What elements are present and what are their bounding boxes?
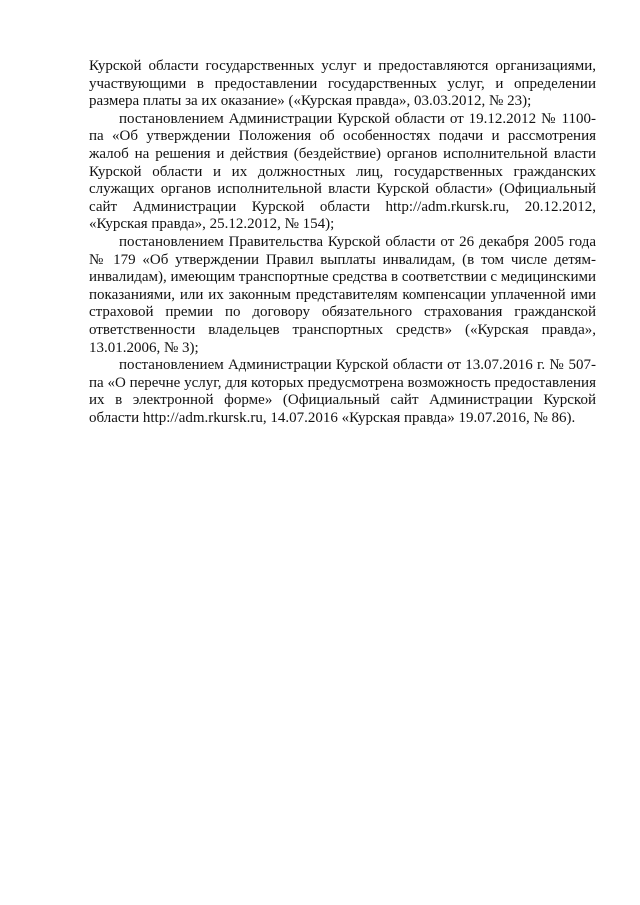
- paragraph-resolution-1100-pa: постановлением Администрации Курской области от 19.12.2012 № 1100-па «Об утверждении Положения об особенностях подачи и рассмотрения жалоб на решения и действия (бездействие) органов исполнительной власти Курской области и их должностных лиц, государственных гражданских служащих органов исполнительной власти Курской области» (Официальный сайт Администрации Курской области http://adm.rkursk.ru, 20.12.2012, «Курская правда», 25.12.2012, № 154);: [89, 110, 596, 233]
- paragraph-resolution-179: постановлением Правительства Курской области от 26 декабря 2005 года № 179 «Об утверждении Правил выплаты инвалидам, (в том числе детям-инвалидам), имеющим транспортные средства в соответствии с медицинскими показаниями, или их законным представителям компенсации уплаченной ими страховой премии по договору обязательного страхования гражданской ответственности владельцев транспортных средств» («Курская правда», 13.01.2006, № 3);: [89, 233, 596, 356]
- paragraph-resolution-507-pa: постановлением Администрации Курской области от 13.07.2016 г. № 507-па «О перечне услуг, для которых предусмотрена возможность предоставления их в электронной форме» (Официальный сайт Администрации Курской области http://adm.rkursk.ru, 14.07.2016 «Курская правда» 19.07.2016, № 86).: [89, 357, 596, 426]
- paragraph-continuation: Курской области государственных услуг и предоставляются организациями, участвующими в предоставлении государственных услуг, и определении размера платы за их оказание» («Курская правда», 03.03.2012, № 23);: [89, 58, 596, 110]
- document-body: [89, 58, 596, 427]
